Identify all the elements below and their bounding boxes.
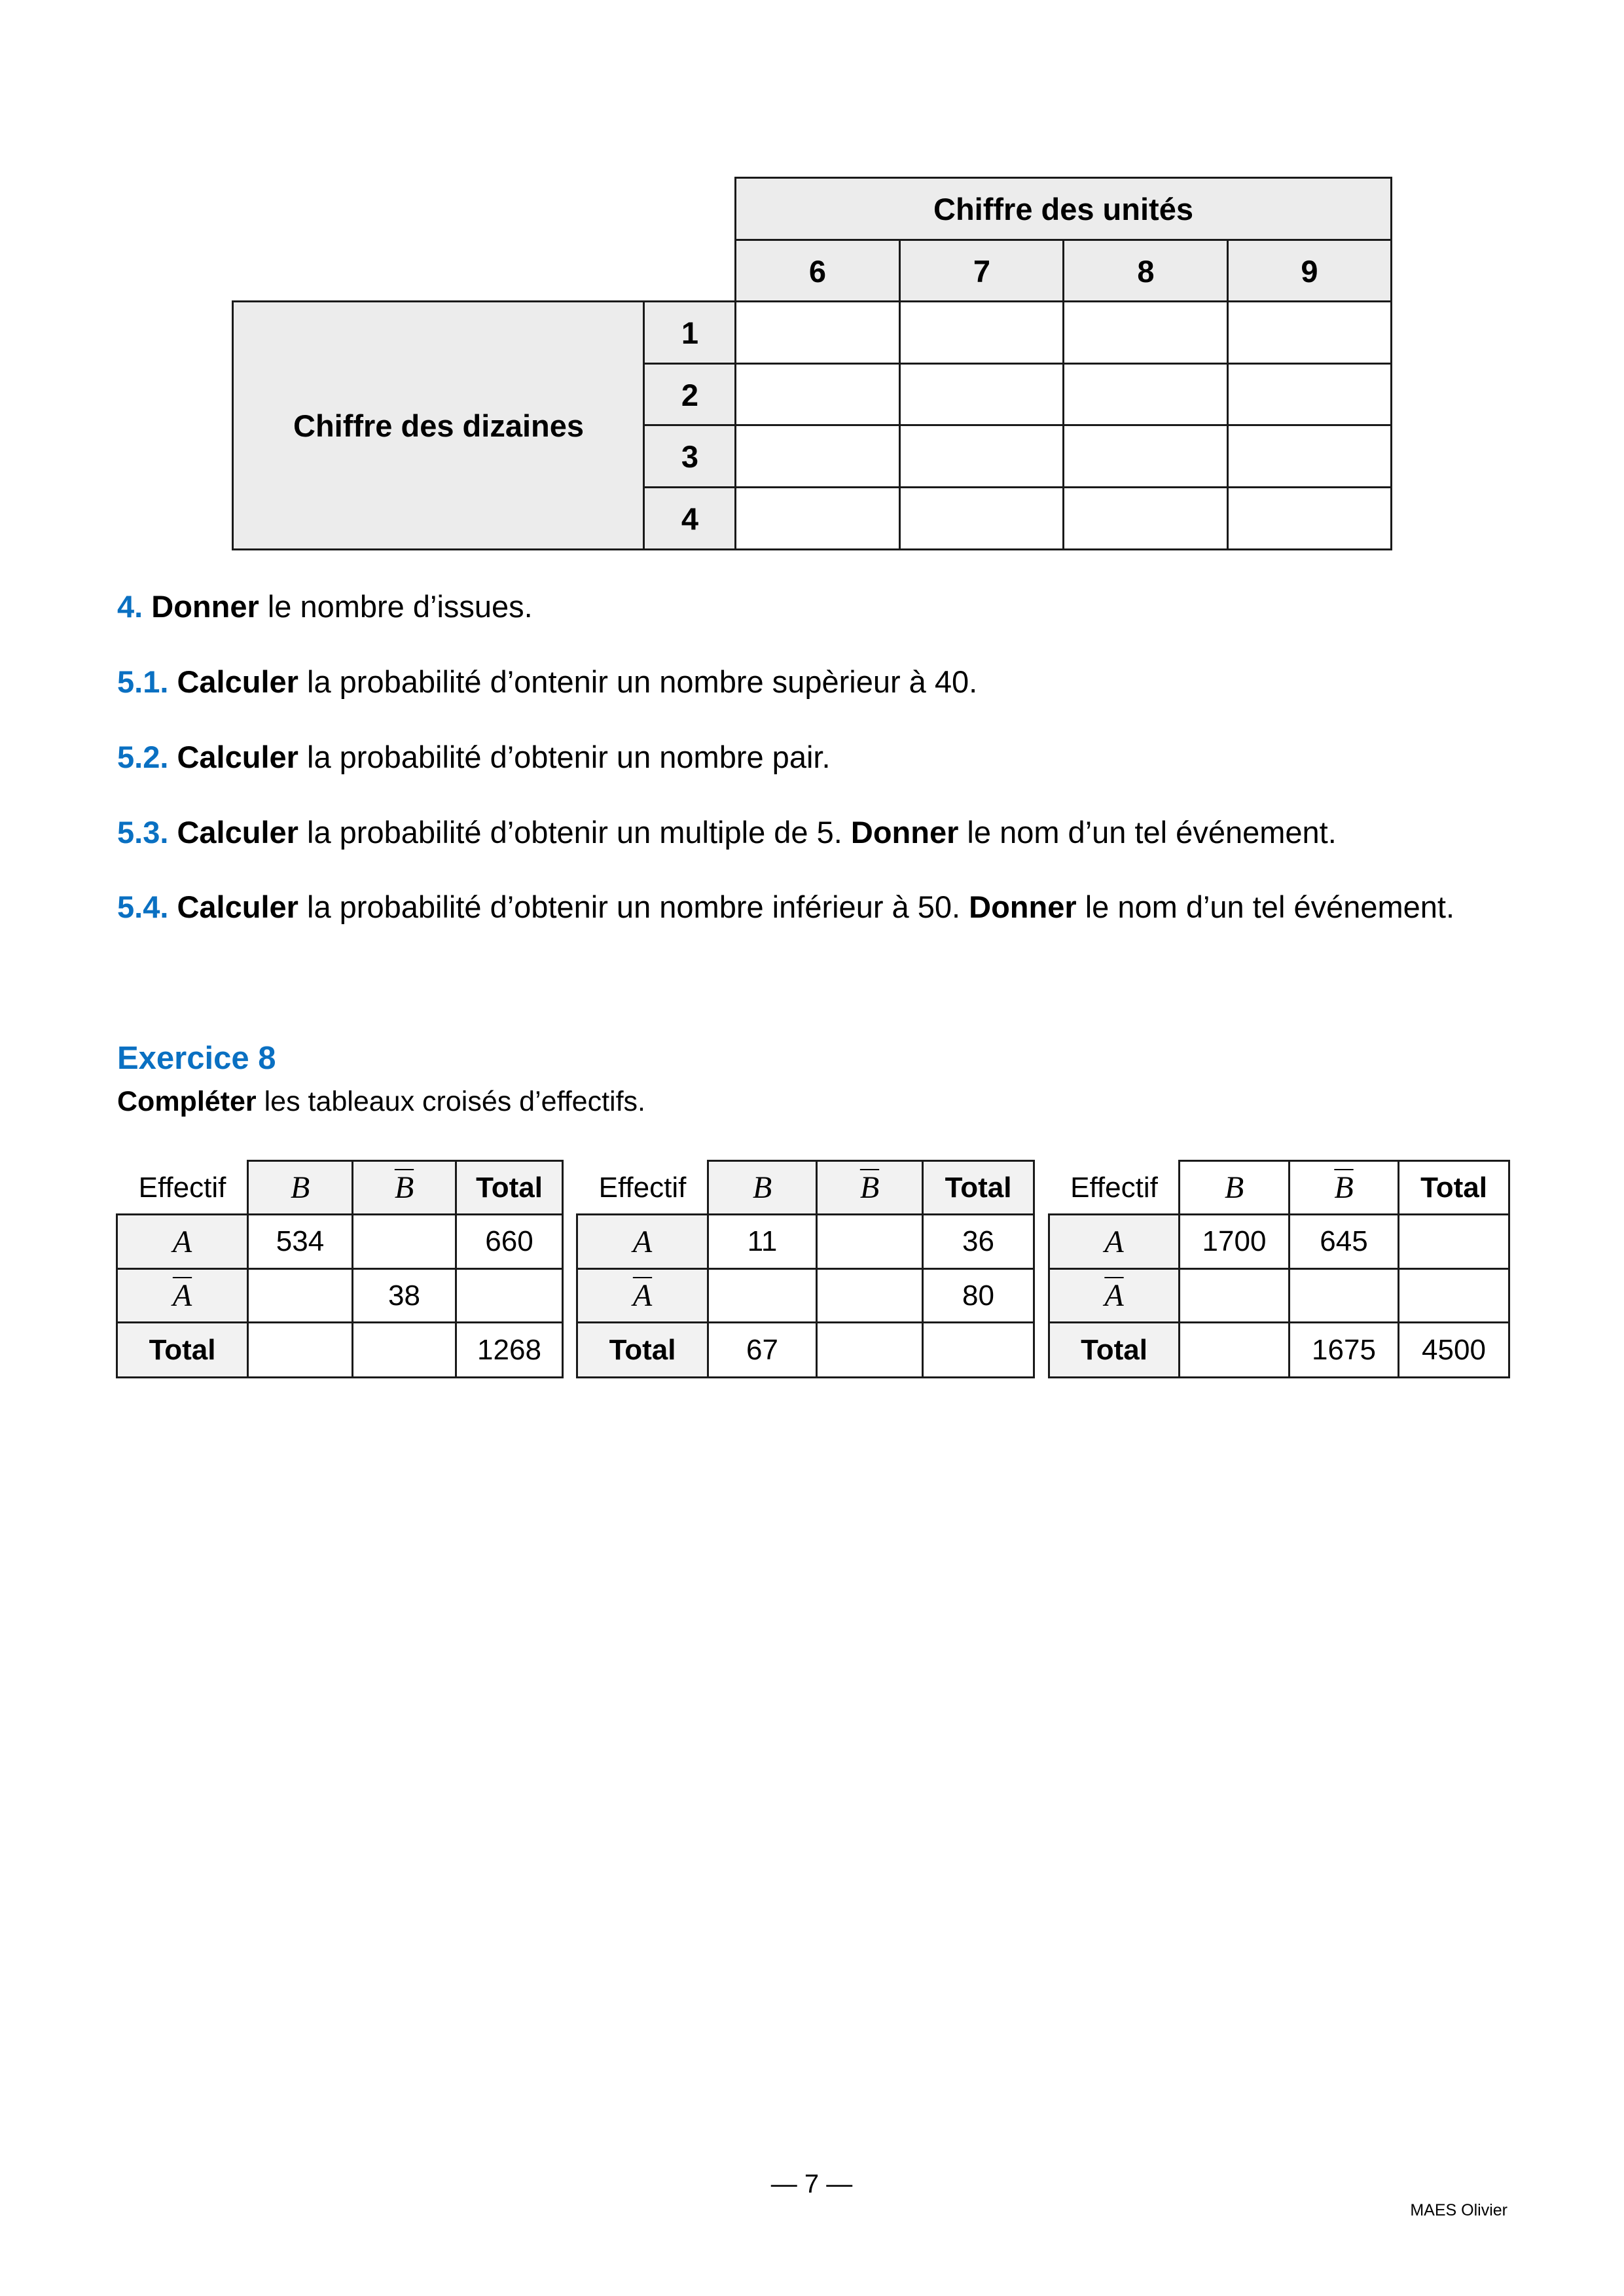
question-5-1 <box>117 663 1507 701</box>
tens-digit-header <box>643 300 737 365</box>
corner-label-text: Effectif <box>1070 1171 1158 1204</box>
effectif-value-cell <box>1178 1213 1290 1270</box>
effectif-value-cell-text: 67 <box>746 1333 778 1366</box>
question-number: 5.1. <box>117 664 169 699</box>
col-header-total <box>455 1160 564 1215</box>
question-number: 5.2. <box>117 740 169 774</box>
col-header-b-bar <box>1288 1160 1399 1215</box>
question-text: la probabilité d’ontenir un nombre supèrieur à 40. <box>298 664 978 699</box>
answer-cell <box>734 424 901 488</box>
row-header-a <box>116 1213 249 1270</box>
effectif-value-cell-text: 660 <box>485 1225 533 1257</box>
tens-digit-header <box>643 363 737 427</box>
effectif-value-cell-text: 4500 <box>1422 1333 1486 1366</box>
effectif-value-cell <box>247 1213 353 1270</box>
row-header-total <box>576 1321 709 1378</box>
tens-digit-header <box>643 424 737 488</box>
effectif-value-cell <box>1288 1321 1399 1378</box>
instruction-verb: Compléter <box>117 1086 257 1117</box>
effectif-value-cell <box>1398 1321 1510 1378</box>
col-header-b-text: B <box>752 1170 772 1205</box>
tens-row-label-text: Chiffre des dizaines <box>293 408 584 443</box>
question-4 <box>117 588 1507 626</box>
effectif-value-cell <box>1288 1213 1399 1270</box>
answer-cell <box>1227 363 1392 427</box>
col-header-b-bar <box>352 1160 457 1215</box>
effectif-value-cell <box>1178 1321 1290 1378</box>
question-text: la probabilité d’obtenir un multiple de 5. <box>298 815 851 850</box>
effectif-value-cell <box>707 1213 818 1270</box>
question-number: 4. <box>117 589 143 624</box>
effectif-value-cell-text: 1700 <box>1202 1225 1267 1257</box>
row-header-a-text: A <box>632 1224 653 1259</box>
effectif-value-cell <box>816 1213 924 1270</box>
row-header-a-bar-text: $\overline{A}$ <box>632 1278 653 1313</box>
corner-label <box>576 1160 709 1215</box>
question-5-4 <box>117 888 1507 926</box>
effectif-value-cell <box>922 1268 1035 1323</box>
effectif-value-cell <box>352 1321 457 1378</box>
tens-digit: 4 <box>681 501 699 536</box>
answer-cell <box>899 363 1065 427</box>
effectif-value-cell <box>352 1268 457 1323</box>
row-header-a-bar <box>116 1268 249 1323</box>
col-header-b-text: B <box>290 1170 310 1205</box>
instruction-text: les tableaux croisés d’effectifs. <box>256 1086 645 1117</box>
effectif-value-cell <box>922 1213 1035 1270</box>
col-header-b-text: B <box>1224 1170 1244 1205</box>
effectif-value-cell-text: 36 <box>962 1225 994 1257</box>
answer-cell <box>899 486 1065 550</box>
corner-label-text: Effectif <box>598 1171 687 1204</box>
effectif-value-cell <box>455 1213 564 1270</box>
effectif-value-cell <box>707 1268 818 1323</box>
tens-digit: 2 <box>681 377 699 412</box>
effectif-value-cell-text: 1268 <box>477 1333 541 1366</box>
unit-digit-header <box>1227 239 1392 303</box>
exercise-title: Exercice 8 <box>117 1041 276 1076</box>
units-header <box>734 177 1392 241</box>
answer-cell <box>734 300 901 365</box>
tens-digit-header <box>643 486 737 550</box>
effectif-value-cell-text: 80 <box>962 1279 994 1312</box>
answer-cell <box>899 300 1065 365</box>
effectif-value-cell <box>1398 1268 1510 1323</box>
corner-label-text: Effectif <box>138 1171 226 1204</box>
question-5-3 <box>117 814 1507 852</box>
effectif-value-cell <box>816 1321 924 1378</box>
col-header-total <box>1398 1160 1510 1215</box>
question-text: le nombre d’issues. <box>259 589 533 624</box>
row-header-a-text: A <box>1104 1224 1124 1259</box>
question-verb: Donner <box>151 589 259 624</box>
effectif-value-cell <box>247 1321 353 1378</box>
tens-digit: 1 <box>681 315 699 350</box>
col-header-total <box>922 1160 1035 1215</box>
corner-label <box>1048 1160 1180 1215</box>
question-text: la probabilité d’obtenir un nombre pair. <box>298 740 831 774</box>
col-header-total-text: Total <box>945 1171 1012 1204</box>
row-header-a-text: A <box>172 1224 192 1259</box>
effectif-value-cell <box>1178 1268 1290 1323</box>
question-text-2: le nom d’un tel événement. <box>1076 889 1455 924</box>
unit-digit-header <box>1062 239 1229 303</box>
question-verb-2: Donner <box>850 815 959 850</box>
effectif-value-cell <box>1398 1213 1510 1270</box>
tens-row-label <box>232 300 645 550</box>
col-header-total-text: Total <box>1420 1171 1487 1204</box>
col-header-b-bar-text: $\overline{B}$ <box>394 1170 414 1205</box>
row-header-a-bar <box>1048 1268 1180 1323</box>
col-header-b <box>247 1160 353 1215</box>
effectif-value-cell <box>455 1321 564 1378</box>
author-name: MAES Olivier <box>1410 2201 1507 2219</box>
question-number: 5.4. <box>117 889 169 924</box>
row-header-a-bar-text: $\overline{A}$ <box>1104 1278 1124 1313</box>
col-header-b <box>1178 1160 1290 1215</box>
col-header-b-bar <box>816 1160 924 1215</box>
effectif-value-cell-text: 11 <box>747 1225 778 1257</box>
question-number: 5.3. <box>117 815 169 850</box>
question-5-2 <box>117 738 1507 776</box>
col-header-b <box>707 1160 818 1215</box>
answer-cell <box>1227 300 1392 365</box>
page-number: — 7 — <box>770 2170 853 2198</box>
exercise-instruction <box>117 1084 645 1119</box>
row-header-total <box>1048 1321 1180 1378</box>
row-header-a <box>576 1213 709 1270</box>
answer-cell <box>1062 486 1229 550</box>
answer-cell <box>1062 300 1229 365</box>
unit-digit: 6 <box>808 253 827 289</box>
effectif-value-cell <box>922 1321 1035 1378</box>
effectif-value-cell <box>455 1268 564 1323</box>
effectif-value-cell-text: 1675 <box>1312 1333 1376 1366</box>
unit-digit: 8 <box>1137 253 1155 289</box>
row-header-total-text: Total <box>149 1333 216 1366</box>
tens-digit: 3 <box>681 439 699 474</box>
answer-cell <box>734 363 901 427</box>
row-header-a <box>1048 1213 1180 1270</box>
effectif-value-cell <box>352 1213 457 1270</box>
question-verb: Calculer <box>177 815 298 850</box>
unit-digit: 9 <box>1301 253 1318 289</box>
question-verb: Calculer <box>177 889 298 924</box>
row-header-a-bar-text: $\overline{A}$ <box>172 1278 192 1313</box>
effectif-value-cell <box>816 1268 924 1323</box>
row-header-total <box>116 1321 249 1378</box>
col-header-b-bar-text: $\overline{B}$ <box>859 1170 880 1205</box>
col-header-total-text: Total <box>476 1171 543 1204</box>
answer-cell <box>899 424 1065 488</box>
question-text-2: le nom d’un tel événement. <box>958 815 1337 850</box>
answer-cell <box>1062 363 1229 427</box>
effectif-value-cell <box>1288 1268 1399 1323</box>
row-header-total-text: Total <box>1081 1333 1147 1366</box>
effectif-value-cell <box>707 1321 818 1378</box>
question-verb: Calculer <box>177 664 298 699</box>
question-text: la probabilité d’obtenir un nombre inférieur à 50. <box>298 889 969 924</box>
question-verb: Calculer <box>177 740 298 774</box>
unit-digit-header <box>899 239 1065 303</box>
question-verb-2: Donner <box>969 889 1077 924</box>
unit-digit-header <box>734 239 901 303</box>
answer-cell <box>734 486 901 550</box>
effectif-value-cell <box>247 1268 353 1323</box>
corner-label <box>116 1160 249 1215</box>
units-header-label: Chiffre des unités <box>933 191 1193 226</box>
effectif-value-cell-text: 38 <box>388 1279 420 1312</box>
answer-cell <box>1062 424 1229 488</box>
effectif-value-cell-text: 534 <box>276 1225 325 1257</box>
answer-cell <box>1227 486 1392 550</box>
col-header-b-bar-text: $\overline{B}$ <box>1334 1170 1354 1205</box>
row-header-a-bar <box>576 1268 709 1323</box>
answer-cell <box>1227 424 1392 488</box>
unit-digit: 7 <box>973 253 991 289</box>
effectif-value-cell-text: 645 <box>1320 1225 1368 1257</box>
row-header-total-text: Total <box>609 1333 676 1366</box>
